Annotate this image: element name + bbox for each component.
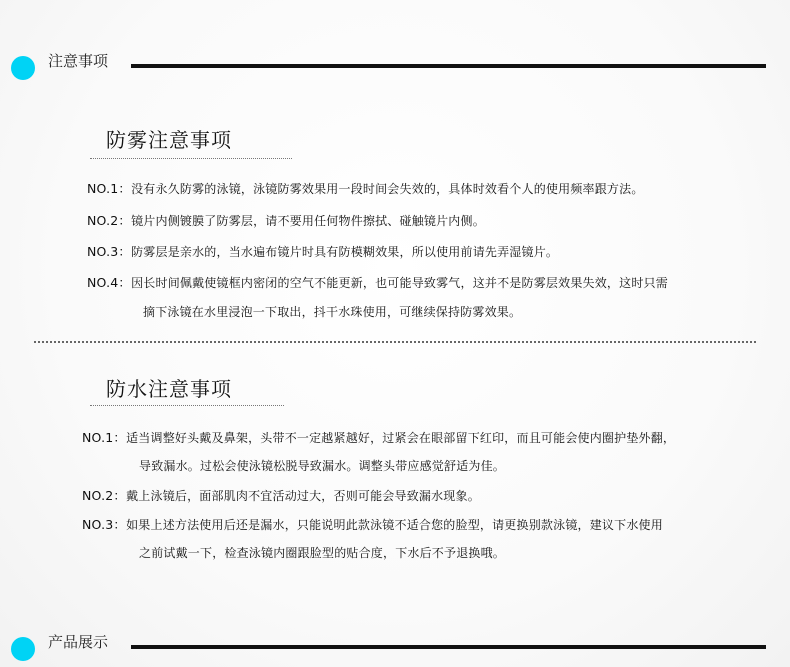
section-header-products <box>0 627 790 667</box>
waterproof-title: 防水注意事项 <box>106 377 232 401</box>
section-header-label: 产品展示 <box>48 633 109 651</box>
waterproof-item-2: NO.2：戴上泳镜后，面部肌肉不宜活动过大，否则可能会导致漏水现象。 <box>82 488 480 503</box>
section-header-rule <box>131 645 766 649</box>
cyan-dot-icon <box>11 56 35 80</box>
waterproof-item-1-cont: 导致漏水。过松会使泳镜松脱导致漏水。调整头带应感觉舒适为佳。 <box>139 459 506 473</box>
antifog-title-underline <box>90 158 292 159</box>
antifog-item-4: NO.4：因长时间佩戴使镜框内密闭的空气不能更新，也可能导致雾气，这并不是防雾层效果失效，这时只需 <box>87 275 668 290</box>
waterproof-title-underline <box>90 405 284 406</box>
waterproof-item-3: NO.3：如果上述方法使用后还是漏水，只能说明此款泳镜不适合您的脸型，请更换别款泳镜，建议下水使用 <box>82 517 663 532</box>
section-header-rule <box>131 64 766 68</box>
section-divider <box>34 341 756 343</box>
antifog-item-2: NO.2：镜片内侧镀膜了防雾层，请不要用任何物件擦拭、碰触镜片内侧。 <box>87 213 485 228</box>
waterproof-item-1: NO.1：适当调整好头戴及鼻架，头带不一定越紧越好，过紧会在眼部留下红印，而且可能会使内圈护垫外翻， <box>82 430 676 445</box>
waterproof-item-3-cont: 之前试戴一下，检查泳镜内圈跟脸型的贴合度，下水后不予退换哦。 <box>139 546 506 560</box>
cyan-dot-icon <box>11 637 35 661</box>
antifog-item-3: NO.3：防雾层是亲水的，当水遍布镜片时具有防模糊效果，所以使用前请先弄湿镜片。 <box>87 244 559 259</box>
section-header-label: 注意事项 <box>48 52 109 70</box>
section-header-notes <box>0 46 790 86</box>
antifog-title: 防雾注意事项 <box>106 128 232 152</box>
antifog-item-4-cont: 摘下泳镜在水里浸泡一下取出，抖干水珠使用，可继续保持防雾效果。 <box>143 305 522 319</box>
antifog-item-1: NO.1：没有永久防雾的泳镜，泳镜防雾效果用一段时间会失效的，具体时效看个人的使用频率跟方法。 <box>87 181 644 196</box>
